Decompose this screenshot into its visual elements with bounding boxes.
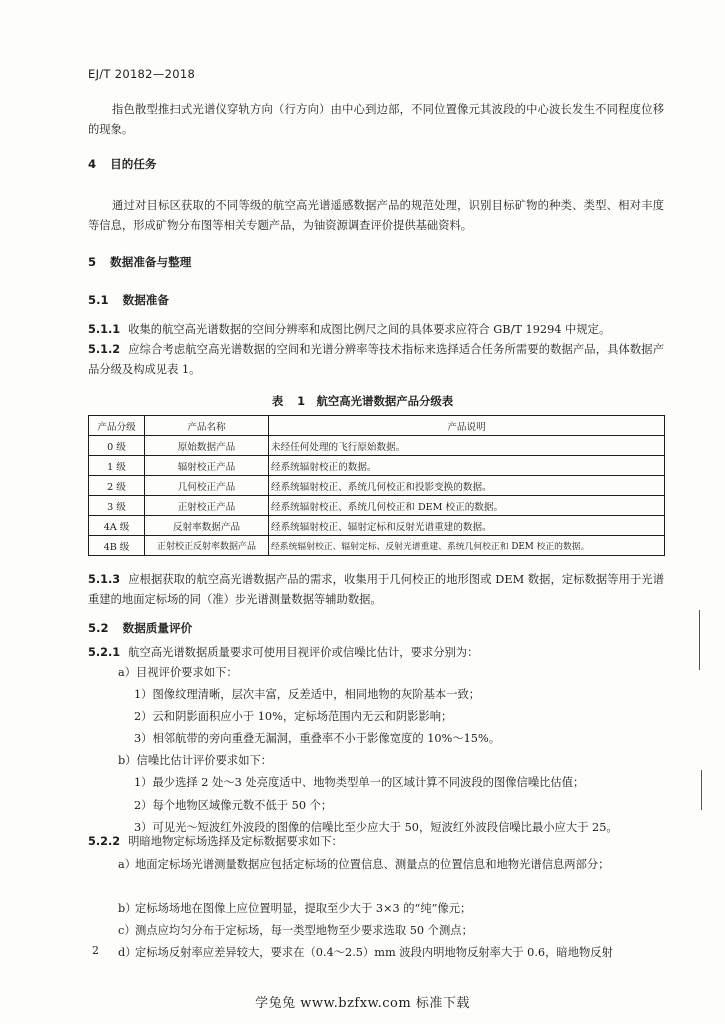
page-number: 2 bbox=[92, 944, 99, 957]
table-row bbox=[89, 436, 665, 456]
product-name-cell: 几何校正产品 bbox=[145, 476, 269, 496]
list-item-a bbox=[118, 663, 238, 683]
table-1-title: 表 1 航空高光谱数据产品分级表 bbox=[271, 394, 454, 408]
list-item-b-label: b） bbox=[118, 754, 137, 767]
clause-5-1-3-text: 应根据获取的航空高光谱数据产品的需求，收集用于几何校正的地形图或 DEM 数据，定标数据等用于光谱重建的地面定标场的同（准）步光谱测量数据等辅助数据。 bbox=[88, 573, 664, 606]
section-5-1-heading bbox=[88, 292, 169, 308]
section-5-2-number: 5.2 bbox=[88, 621, 109, 635]
list-item: 3）相邻航带的旁向重叠无漏洞，重叠率不小于影像宽度的 10%～15%。 bbox=[134, 732, 501, 745]
section-5-2-heading bbox=[88, 620, 192, 636]
clause-5-1-1 bbox=[88, 320, 664, 340]
list-item bbox=[118, 855, 664, 875]
product-description-cell: 经系统辐射校正、辐射定标和反射光谱重建的数据。 bbox=[269, 516, 665, 536]
list-item-label: b） bbox=[118, 902, 137, 915]
grade-cell: 4A 级 bbox=[89, 516, 145, 536]
clause-5-2-2-text: 明暗地物定标场选择及定标数据要求如下： bbox=[128, 835, 343, 848]
column-header-description: 产品说明 bbox=[269, 416, 665, 436]
table-row bbox=[89, 496, 665, 516]
product-grade-table bbox=[88, 415, 665, 556]
grade-cell: 2 级 bbox=[89, 476, 145, 496]
list-item: 3）可见光～短波红外波段的图像的信噪比至少应大于 50，短波红外波段信噪比最小应大于 25。 bbox=[134, 821, 618, 834]
list-item-a-label: a） bbox=[118, 666, 137, 679]
list-item: 1）最少选择 2 处～3 处亮度适中、地物类型单一的区域计算不同波段的图像信噪比估值； bbox=[134, 776, 585, 789]
section-4-heading bbox=[88, 156, 157, 172]
scan-edge-mark bbox=[701, 770, 702, 810]
table-row bbox=[89, 536, 665, 556]
product-description-cell: 未经任何处理的飞行原始数据。 bbox=[269, 436, 665, 456]
grade-cell: 1 级 bbox=[89, 456, 145, 476]
section-5-1-title: 数据准备 bbox=[122, 293, 169, 307]
section-5-1-number: 5.1 bbox=[88, 293, 109, 307]
product-name-cell: 原始数据产品 bbox=[145, 436, 269, 456]
list-item-text: 定标场场地在图像上应位置明显，提取至少大于 3×3 的“纯”像元； bbox=[135, 902, 472, 915]
clause-5-1-2-number: 5.1.2 bbox=[88, 343, 121, 356]
grade-cell: 3 级 bbox=[89, 496, 145, 516]
list-item bbox=[118, 943, 664, 963]
column-header-name: 产品名称 bbox=[145, 416, 269, 436]
list-item-text: 定标场反射率应差异较大，要求在（0.4～2.5）mm 波段内明地物反射率大于 0.6，暗地物反射 bbox=[135, 946, 613, 959]
product-name-cell: 正射校正反射率数据产品 bbox=[145, 536, 269, 556]
clause-5-1-2 bbox=[88, 340, 664, 380]
clause-5-1-2-text: 应综合考虑航空高光谱数据的空间和光谱分辨率等技术指标来选择适合任务所需要的数据产品，具体数据产品分级及构成见表 1。 bbox=[88, 343, 664, 376]
table-row bbox=[89, 456, 665, 476]
section-5-heading bbox=[88, 254, 191, 270]
table-row bbox=[89, 476, 665, 496]
list-item-label: c） bbox=[118, 924, 136, 937]
list-item-label: a） bbox=[118, 858, 137, 871]
table-header-row bbox=[89, 416, 665, 436]
list-item bbox=[118, 899, 664, 919]
section-5-number: 5 bbox=[88, 255, 97, 269]
clause-5-2-1 bbox=[88, 643, 664, 663]
list-item: 2）每个地物区域像元数不低于 50 个； bbox=[134, 799, 333, 812]
product-name-cell: 正射校正产品 bbox=[145, 496, 269, 516]
product-description-cell: 经系统辐射校正的数据。 bbox=[269, 456, 665, 476]
section-5-2-title: 数据质量评价 bbox=[122, 621, 193, 635]
scan-edge-mark bbox=[699, 610, 700, 670]
product-description-cell: 经系统辐射校正、辐射定标、反射光谱重建、系统几何校正和 DEM 校正的数据。 bbox=[269, 536, 665, 556]
continuation-paragraph: 指色散型推扫式光谱仪穿轨方向（行方向）由中心到边部，不同位置像元其波段的中心波长发生不同程度位移的现象。 bbox=[88, 103, 664, 136]
footer-watermark: 学兔兔 www.bzfxw.com 标准下载 bbox=[255, 996, 470, 1011]
clause-5-1-3 bbox=[88, 570, 664, 610]
product-description-cell: 经系统辐射校正、系统几何校正和投影变换的数据。 bbox=[269, 476, 665, 496]
list-item: 2）云和阴影面积应小于 10%，定标场范围内无云和阴影影响； bbox=[134, 710, 453, 723]
product-description-cell: 经系统辐射校正、系统几何校正和 DEM 校正的数据。 bbox=[269, 496, 665, 516]
table-row bbox=[89, 516, 665, 536]
clause-5-2-1-number: 5.2.1 bbox=[88, 646, 121, 659]
clause-5-1-1-number: 5.1.1 bbox=[88, 323, 121, 336]
clause-5-1-3-number: 5.1.3 bbox=[88, 573, 121, 586]
list-item-b bbox=[118, 751, 272, 771]
list-item-text: 地面定标场光谱测量数据应包括定标场的位置信息、测量点的位置信息和地物光谱信息两部分； bbox=[135, 858, 610, 871]
list-item: 1）图像纹理清晰，层次丰富，反差适中，相同地物的灰阶基本一致； bbox=[134, 688, 481, 701]
product-name-cell: 反射率数据产品 bbox=[145, 516, 269, 536]
grade-cell: 4B 级 bbox=[89, 536, 145, 556]
section-4-body: 通过对目标区获取的不同等级的航空高光谱遥感数据产品的规范处理，识别目标矿物的种类、类型、相对丰度等信息，形成矿物分布图等相关专题产品，为铀资源调查评价提供基础资料。 bbox=[88, 199, 664, 232]
list-item-text: 测点应均匀分布于定标场，每一类型地物至少要求选取 50 个测点； bbox=[135, 924, 473, 937]
clause-5-2-2-number: 5.2.2 bbox=[88, 835, 121, 848]
clause-5-2-2 bbox=[88, 832, 664, 852]
standard-number-header: EJ/T 20182—2018 bbox=[88, 67, 196, 81]
section-5-title: 数据准备与整理 bbox=[110, 255, 192, 269]
section-4-title: 目的任务 bbox=[110, 157, 157, 171]
list-item-label: d） bbox=[118, 946, 137, 959]
list-item bbox=[118, 921, 664, 941]
column-header-grade: 产品分级 bbox=[89, 416, 145, 436]
clause-5-2-1-text: 航空高光谱数据质量要求可使用目视评价或信噪比估计，要求分别为： bbox=[128, 646, 479, 659]
list-item-a-text: 目视评价要求如下： bbox=[136, 666, 238, 679]
clause-5-1-1-text: 收集的航空高光谱数据的空间分辨率和成图比例尺之间的具体要求应符合 GB/T 19294 中规定。 bbox=[128, 323, 611, 336]
list-item-b-text: 信噪比估计评价要求如下： bbox=[136, 754, 273, 767]
grade-cell: 0 级 bbox=[89, 436, 145, 456]
product-name-cell: 辐射校正产品 bbox=[145, 456, 269, 476]
section-4-number: 4 bbox=[88, 157, 97, 171]
